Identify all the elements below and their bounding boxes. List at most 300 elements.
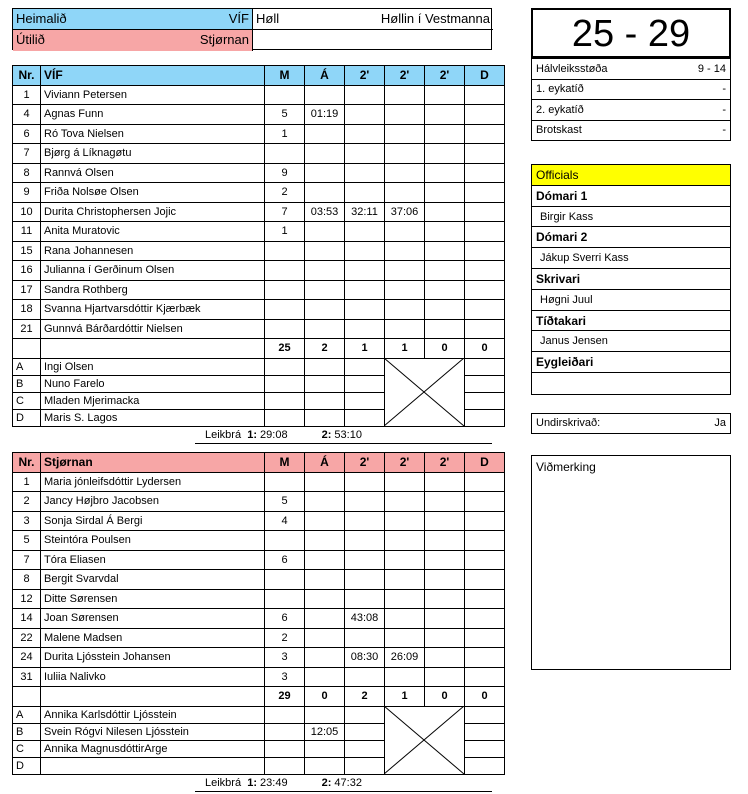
player-stat-m: 5: [265, 492, 305, 512]
total-s3: 0: [425, 687, 465, 707]
official-name: Jákup Sverri Kass: [532, 248, 730, 269]
player-stat-s3: [425, 589, 465, 609]
player-name: Rannvá Olsen: [41, 163, 265, 183]
player-stat-s1: [345, 85, 385, 105]
official-d-blank: [465, 706, 505, 723]
player-stat-d: [465, 589, 505, 609]
officials-header: Officials: [532, 165, 730, 186]
player-stat-a: [305, 609, 345, 629]
col-header: Á: [305, 66, 345, 86]
official-letter: B: [13, 723, 41, 740]
player-stat-s2: [385, 144, 425, 164]
player-stat-s1: [345, 667, 385, 687]
player-stat-m: [265, 531, 305, 551]
player-stat-a: [305, 648, 345, 668]
home-label: Heimalið: [16, 11, 67, 26]
player-number: 10: [13, 202, 41, 222]
summary-row: [532, 120, 731, 141]
official-m-blank: [265, 392, 305, 409]
player-number: 2: [13, 492, 41, 512]
player-stat-s2: [385, 222, 425, 242]
player-stat-s1: [345, 570, 385, 590]
player-row: [13, 105, 505, 125]
player-stat-m: [265, 319, 305, 339]
team-official-name: Maris S. Lagos: [41, 409, 265, 426]
official-name: Janus Jensen: [532, 331, 730, 352]
player-number: 17: [13, 280, 41, 300]
player-stat-m: [265, 472, 305, 492]
player-stat-a: [305, 667, 345, 687]
player-stat-a: [305, 531, 345, 551]
player-number: 1: [13, 472, 41, 492]
player-number: 7: [13, 144, 41, 164]
signed-label: Undirskrivað:: [536, 417, 601, 429]
player-stat-s1: [345, 124, 385, 144]
player-name: Durita Ljósstein Johansen: [41, 648, 265, 668]
player-stat-s3: [425, 550, 465, 570]
official-role: Dómari 2: [532, 227, 730, 248]
player-number: 1: [13, 85, 41, 105]
player-stat-d: [465, 570, 505, 590]
col-header: 2': [385, 453, 425, 473]
player-stat-m: 1: [265, 222, 305, 242]
player-stat-s3: [425, 163, 465, 183]
player-stat-s1: [345, 183, 385, 203]
player-number: 11: [13, 222, 41, 242]
player-stat-s2: [385, 472, 425, 492]
team-official-name: Annika Karlsdóttir Ljósstein: [41, 706, 265, 723]
totals-row: [13, 687, 505, 707]
player-stat-s2: [385, 550, 425, 570]
player-number: 21: [13, 319, 41, 339]
player-stat-s1: [345, 319, 385, 339]
player-stat-s1: [345, 105, 385, 125]
official-suspension: [345, 740, 385, 757]
official-name: Birgir Kass: [532, 207, 730, 228]
player-stat-m: [265, 85, 305, 105]
player-stat-a: [305, 570, 345, 590]
player-stat-m: 6: [265, 609, 305, 629]
team-official-name: Nuno Farelo: [41, 375, 265, 392]
player-stat-m: [265, 241, 305, 261]
summary-row: [532, 100, 731, 121]
official-name: Høgni Juul: [532, 290, 730, 311]
player-stat-s3: [425, 222, 465, 242]
col-header: 2': [425, 453, 465, 473]
player-row: [13, 261, 505, 281]
player-name: Friða Nolsøe Olsen: [41, 183, 265, 203]
player-row: [13, 222, 505, 242]
player-stat-a: [305, 319, 345, 339]
player-number: 31: [13, 667, 41, 687]
team-official-name: [41, 757, 265, 774]
player-stat-s3: [425, 261, 465, 281]
away-team-name: Stjørnan: [199, 32, 249, 47]
player-stat-s1: [345, 163, 385, 183]
official-role: Skrivari: [532, 269, 730, 290]
timeouts-label: Leikbrá: [205, 429, 242, 441]
player-stat-m: 3: [265, 648, 305, 668]
player-number: 24: [13, 648, 41, 668]
player-name: Viviann Petersen: [41, 85, 265, 105]
player-name: Tóra Eliasen: [41, 550, 265, 570]
player-name: Julianna í Gerðinum Olsen: [41, 261, 265, 281]
player-stat-a: [305, 124, 345, 144]
home-team-name: VÍF: [228, 11, 249, 26]
col-header: M: [265, 66, 305, 86]
summary-table: [531, 58, 731, 141]
player-stat-s1: [345, 261, 385, 281]
col-header-nr: Nr.: [13, 66, 41, 86]
player-stat-s3: [425, 202, 465, 222]
total-m: 29: [265, 687, 305, 707]
player-stat-d: [465, 667, 505, 687]
player-stat-s1: 43:08: [345, 609, 385, 629]
official-letter: A: [13, 706, 41, 723]
player-stat-s3: [425, 531, 465, 551]
player-row: [13, 124, 505, 144]
player-stat-d: [465, 472, 505, 492]
final-score: 25 - 29: [531, 8, 731, 58]
player-stat-d: [465, 300, 505, 320]
timeouts: [205, 777, 362, 789]
player-stat-m: [265, 570, 305, 590]
official-d-blank: [465, 757, 505, 774]
hall-name: Høllin í Vestmanna: [380, 11, 490, 26]
player-number: 22: [13, 628, 41, 648]
player-stat-a: [305, 628, 345, 648]
player-number: 4: [13, 105, 41, 125]
player-stat-a: [305, 241, 345, 261]
player-row: [13, 202, 505, 222]
player-stat-s2: [385, 492, 425, 512]
official-suspension: [345, 375, 385, 392]
summary-value: -: [722, 103, 726, 116]
player-name: Joan Sørensen: [41, 609, 265, 629]
team-header-row: [13, 453, 505, 473]
official-warning: [305, 706, 345, 723]
team-official-name: Annika MagnusdóttirArge: [41, 740, 265, 757]
player-name: Durita Christophersen Jojic: [41, 202, 265, 222]
player-stat-a: [305, 511, 345, 531]
player-stat-s1: [345, 511, 385, 531]
player-stat-s2: [385, 280, 425, 300]
player-stat-s3: [425, 144, 465, 164]
player-stat-s2: [385, 589, 425, 609]
timeouts-label: Leikbrá: [205, 777, 242, 789]
player-stat-d: [465, 261, 505, 281]
timeouts-underline: [195, 443, 492, 444]
official-d-blank: [465, 358, 505, 375]
official-m-blank: [265, 358, 305, 375]
player-stat-m: [265, 300, 305, 320]
player-stat-s1: [345, 472, 385, 492]
player-stat-s3: [425, 511, 465, 531]
player-number: 8: [13, 570, 41, 590]
total-a: 2: [305, 339, 345, 359]
total-s2: 1: [385, 687, 425, 707]
blank-cell: [253, 30, 493, 51]
player-stat-s2: [385, 85, 425, 105]
player-stat-s1: [345, 222, 385, 242]
player-stat-s1: 32:11: [345, 202, 385, 222]
timeout-2-label: 2:: [321, 777, 332, 789]
official-m-blank: [265, 375, 305, 392]
player-number: 8: [13, 163, 41, 183]
totals-row: [13, 339, 505, 359]
player-name: Malene Madsen: [41, 628, 265, 648]
player-stat-m: 4: [265, 511, 305, 531]
player-stat-s1: [345, 492, 385, 512]
col-header: 2': [385, 66, 425, 86]
player-stat-d: [465, 648, 505, 668]
total-s2: 1: [385, 339, 425, 359]
player-name: Ró Tova Nielsen: [41, 124, 265, 144]
official-letter: B: [13, 375, 41, 392]
col-header: D: [465, 66, 505, 86]
player-number: 7: [13, 550, 41, 570]
summary-label: 1. eykatíð: [536, 83, 584, 96]
player-stat-s3: [425, 85, 465, 105]
player-stat-a: [305, 550, 345, 570]
player-stat-s3: [425, 609, 465, 629]
player-number: 18: [13, 300, 41, 320]
player-row: [13, 609, 505, 629]
total-a: 0: [305, 687, 345, 707]
player-stat-s2: 26:09: [385, 648, 425, 668]
official-warning: [305, 740, 345, 757]
totals-blank: [41, 687, 265, 707]
total-s1: 2: [345, 687, 385, 707]
player-number: 3: [13, 511, 41, 531]
player-stat-s3: [425, 183, 465, 203]
player-row: [13, 300, 505, 320]
hall-row: [253, 9, 493, 30]
official-letter: D: [13, 409, 41, 426]
player-stat-d: [465, 183, 505, 203]
col-header: 2': [425, 66, 465, 86]
player-stat-s3: [425, 628, 465, 648]
team-name: Stjørnan: [41, 453, 265, 473]
player-row: [13, 628, 505, 648]
player-row: [13, 85, 505, 105]
player-row: [13, 144, 505, 164]
player-number: 15: [13, 241, 41, 261]
player-stat-s1: [345, 300, 385, 320]
player-stat-s3: [425, 319, 465, 339]
player-stat-s2: [385, 300, 425, 320]
summary-row: [532, 79, 731, 100]
player-name: Sandra Rothberg: [41, 280, 265, 300]
player-stat-s2: [385, 319, 425, 339]
player-stat-m: 1: [265, 124, 305, 144]
player-name: Rana Johannesen: [41, 241, 265, 261]
player-number: 16: [13, 261, 41, 281]
player-name: Maria jónleifsdóttir Lydersen: [41, 472, 265, 492]
player-stat-a: [305, 85, 345, 105]
player-stat-d: [465, 222, 505, 242]
player-number: 12: [13, 589, 41, 609]
timeouts-underline: [195, 791, 492, 792]
team-official-name: Svein Rógvi Nilesen Ljósstein: [41, 723, 265, 740]
total-s3: 0: [425, 339, 465, 359]
player-name: Sonja Sirdal Á Bergi: [41, 511, 265, 531]
player-stat-d: [465, 163, 505, 183]
player-stat-s1: [345, 241, 385, 261]
player-stat-s3: [425, 280, 465, 300]
remark-box: [531, 455, 731, 670]
official-warning: [305, 392, 345, 409]
official-role: Tíðtakari: [532, 311, 730, 332]
total-s1: 1: [345, 339, 385, 359]
summary-value: -: [722, 124, 726, 137]
col-header: D: [465, 453, 505, 473]
player-name: Bjørg á Líknagøtu: [41, 144, 265, 164]
player-name: Bergit Svarvdal: [41, 570, 265, 590]
player-stat-a: 01:19: [305, 105, 345, 125]
player-stat-m: 9: [265, 163, 305, 183]
official-warning: 12:05: [305, 723, 345, 740]
player-row: [13, 472, 505, 492]
player-row: [13, 570, 505, 590]
col-header: 2': [345, 453, 385, 473]
official-d-blank: [465, 723, 505, 740]
team-official-name: Mladen Mjerimacka: [41, 392, 265, 409]
player-number: 14: [13, 609, 41, 629]
signed-value: Ja: [714, 417, 726, 429]
player-number: 9: [13, 183, 41, 203]
player-name: Svanna Hjartvarsdóttir Kjærbæk: [41, 300, 265, 320]
player-name: Agnas Funn: [41, 105, 265, 125]
player-stat-s1: [345, 589, 385, 609]
team-name: VÍF: [41, 66, 265, 86]
official-letter: C: [13, 740, 41, 757]
totals-blank: [13, 687, 41, 707]
player-stat-s3: [425, 667, 465, 687]
summary-value: -: [722, 83, 726, 96]
player-stat-s2: [385, 628, 425, 648]
official-suspension: [345, 706, 385, 723]
col-header: M: [265, 453, 305, 473]
player-stat-s2: [385, 511, 425, 531]
player-stat-a: [305, 300, 345, 320]
player-stat-m: [265, 261, 305, 281]
total-d: 0: [465, 339, 505, 359]
player-name: Gunnvá Bárðardóttir Nielsen: [41, 319, 265, 339]
player-stat-d: [465, 628, 505, 648]
player-stat-m: 7: [265, 202, 305, 222]
team-header-row: [13, 66, 505, 86]
timeout-1-label: 1:: [247, 777, 257, 789]
player-row: [13, 492, 505, 512]
player-row: [13, 589, 505, 609]
official-m-blank: [265, 723, 305, 740]
official-name: [532, 373, 730, 394]
player-stat-m: [265, 144, 305, 164]
summary-label: Brotskast: [536, 124, 582, 137]
player-stat-d: [465, 85, 505, 105]
player-stat-d: [465, 511, 505, 531]
player-stat-s1: [345, 144, 385, 164]
player-stat-d: [465, 492, 505, 512]
cross-out-mark: [384, 706, 464, 774]
officials-panel: [531, 164, 731, 395]
official-d-blank: [465, 409, 505, 426]
total-d: 0: [465, 687, 505, 707]
player-stat-s2: [385, 609, 425, 629]
away-label: Útilið: [16, 32, 45, 47]
official-m-blank: [265, 757, 305, 774]
player-number: 5: [13, 531, 41, 551]
player-name: Ditte Sørensen: [41, 589, 265, 609]
player-row: [13, 550, 505, 570]
official-role: Eygleiðari: [532, 352, 730, 373]
player-stat-s1: [345, 280, 385, 300]
official-d-blank: [465, 740, 505, 757]
player-stat-m: 2: [265, 183, 305, 203]
player-stat-d: [465, 550, 505, 570]
player-stat-d: [465, 144, 505, 164]
player-stat-s1: [345, 628, 385, 648]
player-stat-a: [305, 280, 345, 300]
official-suspension: [345, 409, 385, 426]
timeout-1-time: 23:49: [260, 777, 288, 789]
player-row: [13, 280, 505, 300]
player-row: [13, 319, 505, 339]
player-stat-a: [305, 261, 345, 281]
hall-label: Høll: [256, 11, 280, 26]
player-stat-m: 6: [265, 550, 305, 570]
player-stat-m: [265, 280, 305, 300]
player-name: Anita Muratovic: [41, 222, 265, 242]
player-stat-d: [465, 124, 505, 144]
cross-out-mark: [384, 358, 464, 426]
official-warning: [305, 358, 345, 375]
player-stat-d: [465, 202, 505, 222]
summary-value: 9 - 14: [697, 62, 726, 75]
player-stat-s3: [425, 648, 465, 668]
player-row: [13, 531, 505, 551]
player-stat-a: [305, 183, 345, 203]
official-m-blank: [265, 409, 305, 426]
away-team-row: [13, 30, 253, 51]
official-warning: [305, 409, 345, 426]
player-stat-s2: [385, 241, 425, 261]
player-stat-s3: [425, 492, 465, 512]
player-row: [13, 163, 505, 183]
player-stat-a: [305, 492, 345, 512]
player-stat-s2: [385, 105, 425, 125]
official-m-blank: [265, 740, 305, 757]
remark-label: Viðmerking: [536, 460, 596, 474]
player-stat-s1: [345, 531, 385, 551]
player-stat-s2: [385, 261, 425, 281]
official-m-blank: [265, 706, 305, 723]
player-stat-m: 2: [265, 628, 305, 648]
player-stat-a: [305, 589, 345, 609]
timeout-1-label: 1:: [247, 429, 257, 441]
summary-label: 2. eykatíð: [536, 103, 584, 116]
player-row: [13, 511, 505, 531]
player-stat-s3: [425, 105, 465, 125]
official-warning: [305, 757, 345, 774]
col-header: Á: [305, 453, 345, 473]
player-number: 6: [13, 124, 41, 144]
summary-label: Hálvleiksstøða: [536, 62, 608, 75]
player-stat-s3: [425, 570, 465, 590]
player-stat-d: [465, 531, 505, 551]
player-stat-a: [305, 222, 345, 242]
